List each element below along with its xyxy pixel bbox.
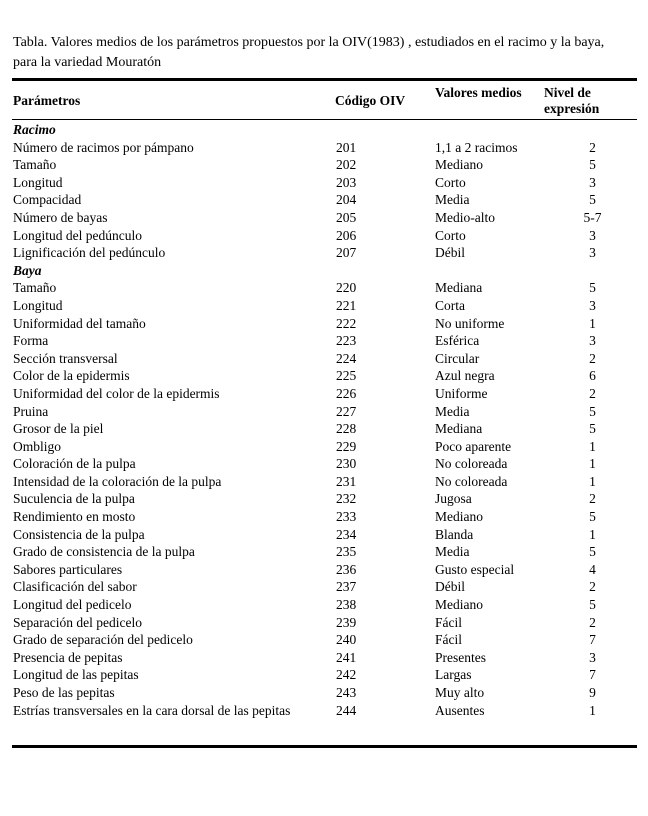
table-row — [0, 227, 648, 245]
level-cell: 5 — [589, 192, 596, 208]
table-row — [0, 367, 648, 385]
table-row — [0, 526, 648, 544]
table-header-rule — [12, 119, 637, 120]
parameter-cell: Sección transversal — [13, 350, 118, 366]
code-cell: 242 — [336, 667, 357, 683]
value-cell: No uniforme — [435, 315, 505, 331]
table-row — [0, 666, 648, 684]
value-cell: 1,1 a 2 racimos — [435, 139, 518, 155]
parameter-cell: Separación del pedicelo — [13, 614, 142, 630]
parameter-cell: Longitud — [13, 174, 63, 190]
code-cell: 225 — [336, 368, 357, 384]
level-cell: 2 — [589, 579, 596, 595]
code-cell: 203 — [336, 174, 357, 190]
table-row — [0, 490, 648, 508]
value-cell: No coloreada — [435, 456, 508, 472]
value-cell: Jugosa — [435, 491, 472, 507]
value-cell: Mediana — [435, 421, 483, 437]
table-row — [0, 649, 648, 667]
parameter-cell: Longitud del pedicelo — [13, 597, 132, 613]
parameter-cell: Ombligo — [13, 438, 62, 454]
value-cell: Media — [435, 544, 470, 560]
value-cell: Largas — [435, 667, 472, 683]
table-row — [0, 596, 648, 614]
value-cell: Blanda — [435, 526, 474, 542]
code-cell: 220 — [336, 280, 357, 296]
table-row — [0, 420, 648, 438]
section-label: Racimo — [13, 122, 56, 137]
code-cell: 243 — [336, 685, 357, 700]
parameter-cell: Estrías transversales en la cara dorsal de las pepitas — [13, 702, 291, 718]
table-row — [0, 614, 648, 632]
level-cell: 5 — [589, 509, 596, 525]
table-row — [0, 385, 648, 403]
code-cell: 206 — [336, 227, 357, 243]
level-cell: 3 — [589, 333, 596, 349]
table-row — [0, 156, 648, 174]
code-cell: 234 — [336, 526, 357, 542]
parameter-cell: Presencia de pepitas — [13, 649, 123, 665]
parameter-cell: Grosor de la piel — [13, 421, 104, 437]
level-cell: 2 — [589, 350, 596, 366]
value-cell: Poco aparente — [435, 438, 512, 454]
table-row — [0, 702, 648, 737]
code-cell: 201 — [336, 139, 357, 155]
table-row — [0, 631, 648, 649]
header-codigo-oiv: Código OIV — [335, 93, 406, 108]
level-cell: 1 — [589, 456, 596, 472]
table-row — [0, 561, 648, 579]
value-cell: Corto — [435, 227, 466, 243]
parameter-cell: Suculencia de la pulpa — [13, 491, 135, 507]
value-cell: Media — [435, 403, 470, 419]
parameter-cell: Clasificación del sabor — [13, 579, 137, 595]
value-cell: Débil — [435, 579, 465, 595]
code-cell: 224 — [336, 350, 357, 366]
level-cell: 5 — [589, 544, 596, 560]
parameter-cell: Intensidad de la coloración de la pulpa — [13, 473, 222, 489]
value-cell: No coloreada — [435, 473, 508, 489]
code-cell: 237 — [336, 579, 357, 595]
value-cell: Corta — [435, 297, 465, 313]
code-cell: 240 — [336, 632, 357, 648]
value-cell: Medio-alto — [435, 209, 495, 225]
code-cell: 244 — [336, 702, 357, 718]
code-cell: 235 — [336, 544, 357, 560]
code-cell: 204 — [336, 192, 357, 208]
code-cell: 238 — [336, 597, 357, 613]
level-cell: 2 — [589, 614, 596, 630]
value-cell: Mediano — [435, 597, 483, 613]
level-cell: 5 — [589, 597, 596, 613]
parameter-cell: Grado de consistencia de la pulpa — [13, 544, 195, 560]
section-heading — [0, 121, 648, 139]
level-cell: 3 — [589, 227, 596, 243]
parameter-cell: Compacidad — [13, 192, 82, 208]
level-cell: 5 — [589, 421, 596, 437]
code-cell: 223 — [336, 333, 357, 349]
parameter-cell: Longitud de las pepitas — [13, 667, 139, 683]
level-cell: 5 — [589, 157, 596, 173]
value-cell: Mediana — [435, 280, 483, 296]
table-row — [0, 279, 648, 297]
value-cell: Débil — [435, 245, 465, 261]
code-cell: 232 — [336, 491, 357, 507]
table-bottom-rule — [12, 745, 637, 748]
parameter-cell: Consistencia de la pulpa — [13, 526, 145, 542]
value-cell: Corto — [435, 174, 466, 190]
value-cell: Mediano — [435, 157, 483, 173]
table-row — [0, 578, 648, 596]
table-row — [0, 174, 648, 192]
value-cell: Esférica — [435, 333, 480, 349]
value-cell: Gusto especial — [435, 561, 515, 577]
code-cell: 202 — [336, 157, 357, 173]
level-cell: 1 — [589, 315, 596, 331]
table-row — [0, 332, 648, 350]
table-row — [0, 684, 648, 702]
level-cell: 1 — [589, 526, 596, 542]
code-cell: 226 — [336, 385, 357, 401]
code-cell: 233 — [336, 509, 357, 525]
value-cell: Fácil — [435, 614, 462, 630]
code-cell: 227 — [336, 403, 357, 419]
parameter-cell: Forma — [13, 333, 49, 349]
parameter-cell: Número de racimos por pámpano — [13, 139, 194, 155]
code-cell: 229 — [336, 438, 357, 454]
value-cell: Presentes — [435, 649, 486, 665]
code-cell: 207 — [336, 245, 357, 261]
code-cell: 222 — [336, 315, 357, 331]
parameter-cell: Peso de las pepitas — [13, 685, 115, 700]
value-cell: Uniforme — [435, 385, 488, 401]
table-row — [0, 473, 648, 491]
level-cell: 1 — [589, 438, 596, 454]
table-top-rule — [12, 78, 637, 81]
table-row — [0, 244, 648, 262]
section-heading — [0, 262, 648, 280]
parameter-cell: Uniformidad del tamaño — [13, 315, 146, 331]
table-row — [0, 543, 648, 561]
table-row — [0, 209, 648, 227]
level-cell: 3 — [589, 649, 596, 665]
parameter-cell: Longitud — [13, 297, 63, 313]
code-cell: 205 — [336, 209, 357, 225]
level-cell: 9 — [589, 685, 596, 700]
level-cell: 7 — [589, 667, 596, 683]
table-caption: Tabla. Valores medios de los parámetros propuestos por la OIV(1983) , estudiados en el racimo y la baya, para la variedad Mouratón — [13, 35, 605, 70]
table-row — [0, 315, 648, 333]
value-cell: Ausentes — [435, 702, 485, 718]
code-cell: 230 — [336, 456, 357, 472]
table-body — [0, 121, 648, 737]
table-row — [0, 438, 648, 456]
value-cell: Mediano — [435, 509, 483, 525]
table-row — [0, 403, 648, 421]
table-row — [0, 191, 648, 209]
level-cell: 3 — [589, 245, 596, 261]
parameter-cell: Número de bayas — [13, 209, 108, 225]
level-cell: 5-7 — [583, 209, 602, 225]
level-cell: 1 — [589, 473, 596, 489]
section-label: Baya — [13, 262, 42, 278]
header-parametros: Parámetros — [13, 93, 81, 108]
value-cell: Azul negra — [435, 368, 495, 384]
parameter-cell: Uniformidad del color de la epidermis — [13, 385, 220, 401]
level-cell: 2 — [589, 491, 596, 507]
value-cell: Fácil — [435, 632, 462, 648]
parameter-cell: Grado de separación del pedicelo — [13, 632, 193, 648]
table-row — [0, 297, 648, 315]
level-cell: 2 — [589, 385, 596, 401]
level-cell: 6 — [589, 368, 596, 384]
table-row — [0, 508, 648, 526]
value-cell: Muy alto — [435, 685, 485, 700]
table-row — [0, 139, 648, 157]
level-cell: 7 — [589, 632, 596, 648]
value-cell: Circular — [435, 350, 480, 366]
code-cell: 228 — [336, 421, 357, 437]
parameter-cell: Lignificación del pedúnculo — [13, 245, 166, 261]
code-cell: 241 — [336, 649, 357, 665]
parameter-cell: Longitud del pedúnculo — [13, 227, 142, 243]
parameter-cell: Color de la epidermis — [13, 368, 130, 384]
parameter-cell: Coloración de la pulpa — [13, 456, 136, 472]
parameter-cell: Tamaño — [13, 157, 57, 173]
level-cell: 5 — [589, 280, 596, 296]
table-row — [0, 455, 648, 473]
parameter-cell: Rendimiento en mosto — [13, 509, 136, 525]
header-nivel-expresion: Nivel de expresión — [544, 85, 600, 116]
header-valores-medios: Valores medios — [435, 85, 522, 100]
code-cell: 231 — [336, 473, 357, 489]
parameter-cell: Pruina — [13, 403, 49, 419]
level-cell: 5 — [589, 403, 596, 419]
code-cell: 236 — [336, 561, 357, 577]
code-cell: 221 — [336, 297, 357, 313]
level-cell: 3 — [589, 297, 596, 313]
value-cell: Media — [435, 192, 470, 208]
level-cell: 4 — [589, 561, 596, 577]
table-row — [0, 350, 648, 368]
level-cell: 2 — [589, 139, 596, 155]
level-cell: 1 — [589, 702, 596, 718]
level-cell: 3 — [589, 174, 596, 190]
code-cell: 239 — [336, 614, 357, 630]
parameter-cell: Sabores particulares — [13, 561, 123, 577]
parameter-cell: Tamaño — [13, 280, 57, 296]
